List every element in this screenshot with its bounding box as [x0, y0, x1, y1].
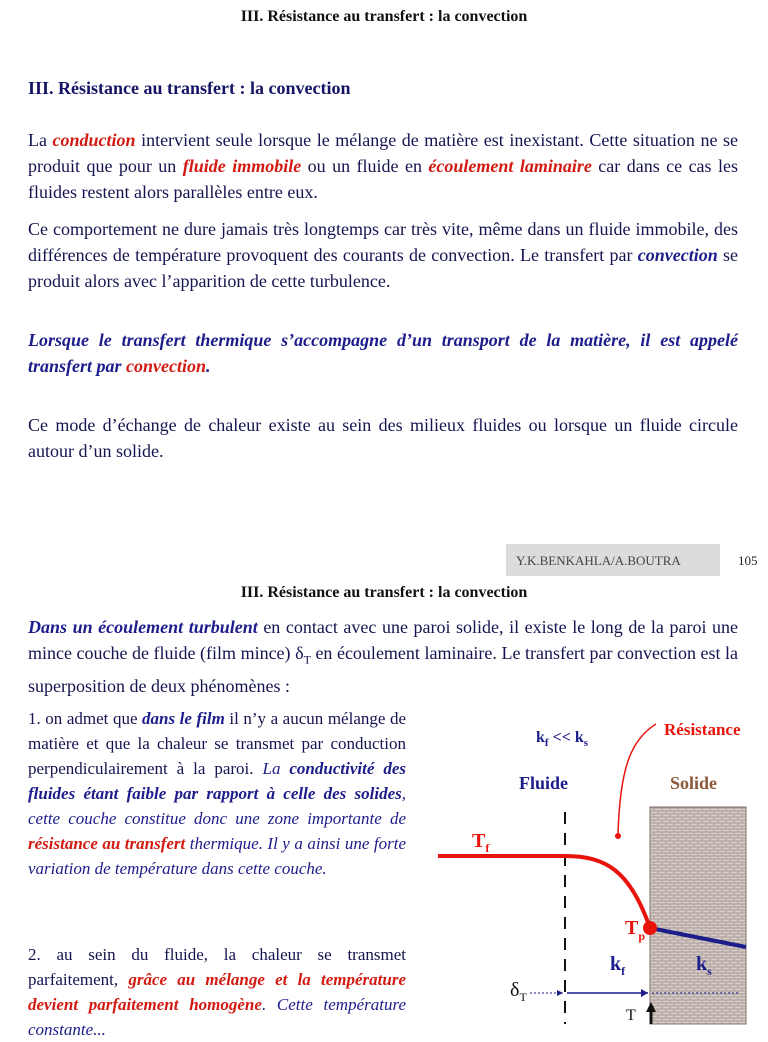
- kf-label: $k_f$: [610, 953, 626, 978]
- slide2-intro: Dans un écoulement turbulent en contact avec une paroi solide, il existe le long de la paroi une mince couche de fluide (film mince) $\delta_T$ en écoulement laminaire. Le transfert par convection est la superposition de deux phénomènes :: [28, 617, 739, 696]
- slide1-header: III. Résistance au transfert : la convection: [240, 8, 528, 25]
- slide2-item-1: 1. on admet que dans le film il n’y a aucun mélange de matière et que la chaleur se transmet par conduction perpendiculairement à la paroi. La conductivité des fluides étant faible par rapport à celle des solides, cette couche constitue donc une zone importante de résistance au transfert thermique. Il y a ainsi une forte variation de température dans cette couche.: [28, 709, 407, 878]
- footer-author: Y.K.BENKAHLA/A.BOUTRA: [516, 553, 681, 568]
- tp-label: $T_p$: [625, 917, 646, 943]
- term-fluide-immobile: fluide immobile: [182, 156, 302, 176]
- t-axis-label: T: [626, 1007, 636, 1024]
- solid-wall: [650, 807, 746, 1024]
- slide1-definition: Lorsque le transfert thermique s’accompagne d’un transport de la matière, il est appelé transfert par convection.: [28, 330, 738, 376]
- boundary-layer-diagram: [430, 700, 768, 1024]
- slide2-header: III. Résistance au transfert : la convection: [240, 584, 528, 601]
- fluide-label: Fluide: [519, 773, 569, 793]
- slide1-title: III. Résistance au transfert : la convection: [28, 78, 351, 98]
- slide2-item-2: 2. au sein du fluide, la chaleur se transmet parfaitement, grâce au mélange et la température devient parfaitement homogène. Cette température constante...: [28, 945, 406, 1039]
- slide1-paragraph-4: Ce mode d’échange de chaleur existe au sein des milieux fluides ou lorsque un fluide circule autour d’un solide.: [28, 415, 738, 461]
- fluid-temperature-profile: [438, 856, 650, 928]
- resistance-label: Résistance: [664, 720, 741, 739]
- footer-author-box: [506, 544, 720, 576]
- term-convection: convection: [126, 356, 206, 376]
- wall-temperature-point: [643, 921, 657, 935]
- page-number: 105: [738, 553, 758, 568]
- kf-ll-ks-label: $k_f << k_s$: [536, 729, 588, 749]
- delta-t-label: $\delta_T$: [510, 979, 527, 1004]
- ks-label: $k_s$: [696, 953, 712, 978]
- term-conduction: conduction: [52, 130, 136, 150]
- slide1-paragraph-2: Ce comportement ne dure jamais très longtemps car très vite, même dans un fluide immobile, des différences de température provoquent des courants de convection. Le transfert par convection se produit alors avec l’apparition de cette turbulence.: [28, 219, 738, 291]
- solide-label: Solide: [670, 773, 718, 793]
- slide1-paragraph-1: La conduction intervient seule lorsque le mélange de matière est inexistant. Cette situation ne se produit que pour un fluide immobile ou un fluide en écoulement laminaire car dans ce cas les fluides restent alors parallèles entre eux.: [28, 130, 739, 202]
- term-ecoulement-laminaire: écoulement laminaire: [428, 156, 592, 176]
- tf-label: $T_f$: [472, 830, 490, 855]
